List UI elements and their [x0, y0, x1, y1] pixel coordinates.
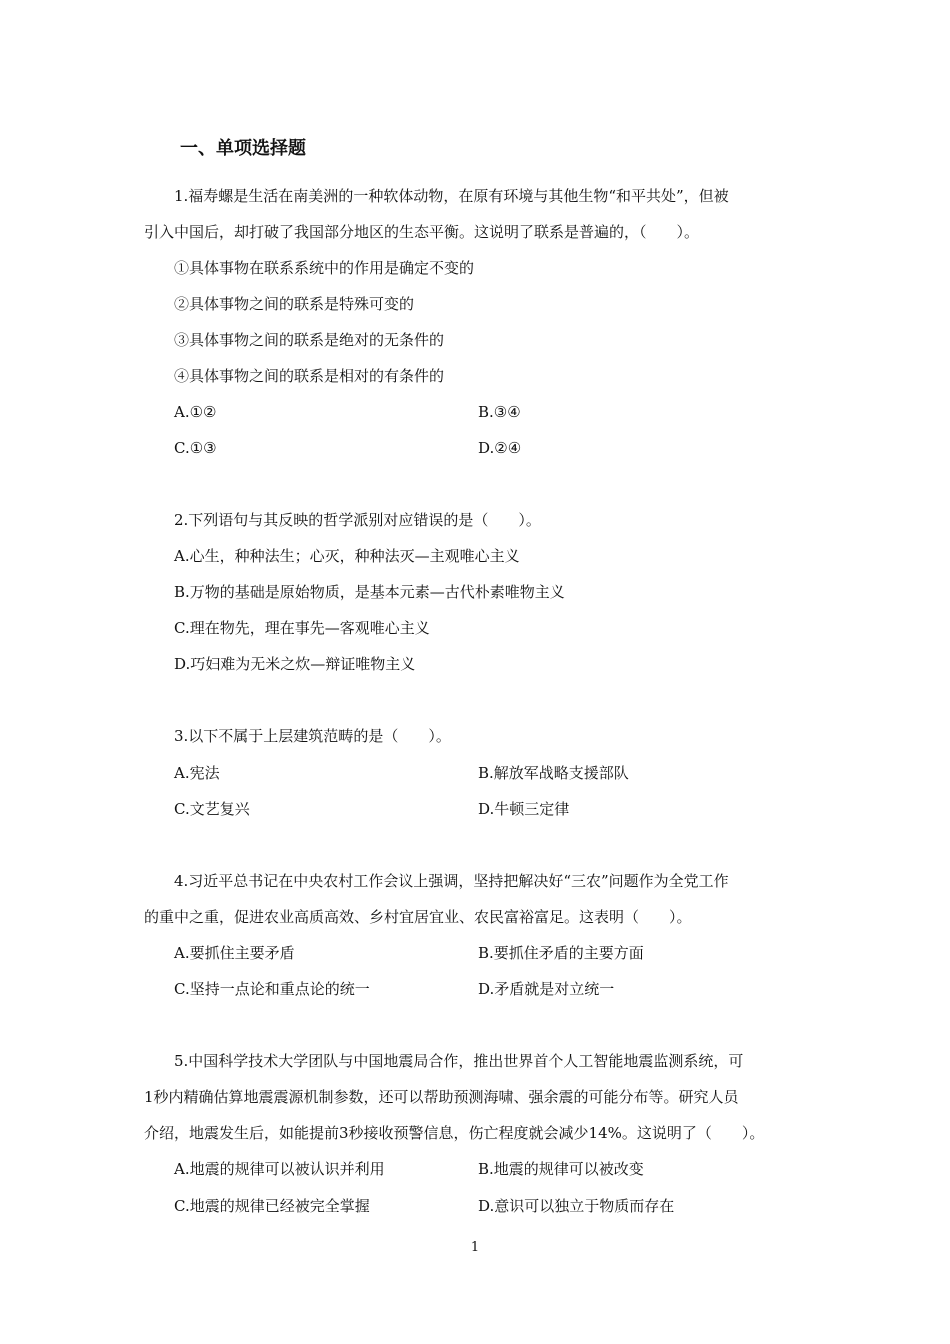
q2-stem: 2.下列语句与其反映的哲学派别对应错误的是（ ）。 [174, 511, 541, 529]
q2-option-b: B.万物的基础是原始物质，是基本元素—古代朴素唯物主义 [174, 583, 565, 601]
q5-stem-line1: 5.中国科学技术大学团队与中国地震局合作，推出世界首个人工智能地震监测系统，可 [174, 1052, 744, 1070]
q4-option-c: C.坚持一点论和重点论的统一 [174, 980, 370, 998]
q1-option-d: D.②④ [478, 439, 522, 457]
q5-option-b: B.地震的规律可以被改变 [478, 1160, 644, 1178]
q4-option-d: D.矛盾就是对立统一 [478, 980, 615, 998]
q4-option-a: A.要抓住主要矛盾 [174, 944, 295, 962]
q3-option-c: C.文艺复兴 [174, 800, 250, 818]
q4-option-b: B.要抓住矛盾的主要方面 [478, 944, 644, 962]
q3-option-b: B.解放军战略支援部队 [478, 764, 629, 782]
page-number: 1 [470, 1240, 480, 1255]
q3-option-d: D.牛顿三定律 [478, 800, 570, 818]
q1-stem-line2: 引入中国后，却打破了我国部分地区的生态平衡。这说明了联系是普遍的，（ ）。 [144, 223, 700, 241]
q1-option-b: B.③④ [478, 403, 521, 421]
q1-statement-2: ②具体事物之间的联系是特殊可变的 [174, 295, 415, 313]
q1-stem-line1: 1.福寿螺是生活在南美洲的一种软体动物，在原有环境与其他生物“和平共处”，但被 [174, 187, 729, 205]
q1-statement-1: ①具体事物在联系系统中的作用是确定不变的 [174, 259, 475, 277]
q1-statement-4: ④具体事物之间的联系是相对的有条件的 [174, 367, 445, 385]
q5-stem-line3: 介绍，地震发生后，如能提前3秒接收预警信息，伤亡程度就会减少14%。这说明了（ ）。 [144, 1124, 765, 1142]
q5-stem-line2: 1秒内精确估算地震震源机制参数，还可以帮助预测海啸、强余震的可能分布等。研究人员 [144, 1088, 739, 1106]
q3-stem: 3.以下不属于上层建筑范畴的是（ ）。 [174, 727, 451, 745]
q5-option-d: D.意识可以独立于物质而存在 [478, 1197, 675, 1215]
q4-stem-line2: 的重中之重，促进农业高质高效、乡村宜居宜业、农民富裕富足。这表明（ ）。 [144, 908, 692, 926]
q2-option-c: C.理在物先，理在事先—客观唯心主义 [174, 619, 430, 637]
q1-statement-3: ③具体事物之间的联系是绝对的无条件的 [174, 331, 445, 349]
section-title: 一、单项选择题 [180, 138, 306, 159]
q5-option-a: A.地震的规律可以被认识并利用 [174, 1160, 385, 1178]
q1-option-a: A.①② [174, 403, 217, 421]
q2-option-a: A.心生，种种法生；心灭，种种法灭—主观唯心主义 [174, 547, 520, 565]
q4-stem-line1: 4.习近平总书记在中央农村工作会议上强调，坚持把解决好“三农”问题作为全党工作 [174, 872, 729, 890]
q2-option-d: D.巧妇难为无米之炊—辩证唯物主义 [174, 655, 416, 673]
q1-option-c: C.①③ [174, 439, 217, 457]
q5-option-c: C.地震的规律已经被完全掌握 [174, 1197, 370, 1215]
q3-option-a: A.宪法 [174, 764, 220, 782]
